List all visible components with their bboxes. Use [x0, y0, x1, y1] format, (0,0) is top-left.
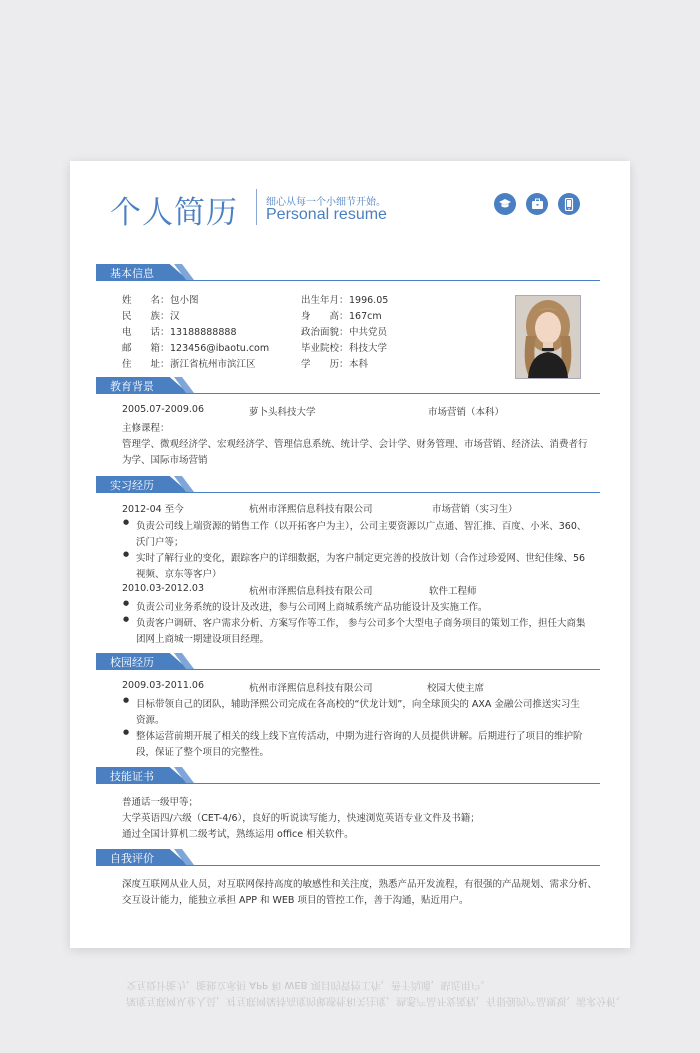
job-company: 杭州市泽熙信息科技有限公司 — [249, 586, 373, 597]
job-bullet: ● 负责客户调研、客户需求分析、方案写作等工作， 参与公司多个大型电子商务项目的策划工作，担任大商集 — [136, 615, 586, 629]
job-bullet-cont: 团网上商城一期建设项目经理。 — [136, 634, 270, 645]
section-campus — [96, 653, 600, 669]
section-title: 技能证书 — [110, 770, 154, 783]
edu-courses-line: 管理学、微观经济学、宏观经济学、管理信息系统、统计学、会计学、财务管理、市场营销、经济法、消费者行 — [122, 439, 588, 450]
edu-period: 2005.07-2009.06 — [122, 404, 204, 415]
campus-period: 2009.03-2011.06 — [122, 680, 204, 691]
basic-ethnicity: 民 族：汉 — [122, 311, 180, 322]
job-bullet-cont: 沃门户等； — [136, 537, 184, 548]
section-skills — [96, 767, 600, 783]
basic-school: 毕业院校：科技大学 — [301, 343, 388, 354]
title-cn: 个人简历 — [110, 195, 238, 231]
section-title: 基本信息 — [110, 267, 154, 280]
slogan: 细心从每一个小细节开始。 — [266, 197, 386, 208]
job-bullet: ● 负责公司业务系统的设计及改进，参与公司网上商城系统产品功能设计及实施工作。 — [136, 599, 488, 613]
campus-bullet: ● 目标带领自己的团队，辅助泽熙公司完成在各高校的“伏龙计划”，向全球顶尖的 AXA 金融公司推送实习生 — [136, 696, 580, 710]
section-title: 教育背景 — [110, 380, 154, 393]
edu-courses-label: 主修课程： — [122, 423, 170, 434]
basic-email: 邮 箱：123456@ibaotu.com — [122, 343, 270, 354]
campus-bullet-cont: 段，保证了整个项目的完整性。 — [136, 747, 270, 758]
avatar — [515, 295, 581, 379]
basic-name: 姓 名：包小图 — [122, 295, 199, 306]
section-self — [96, 849, 600, 865]
title-divider — [256, 189, 257, 225]
section-title: 自我评价 — [110, 852, 154, 865]
edu-major: 市场营销（本科） — [428, 407, 505, 418]
section-internship — [96, 476, 600, 492]
campus-bullet: ● 整体运营前期开展了相关的线上线下宣传活动，中期为进行咨询的人员提供讲解。后期进行了项目的维护阶 — [136, 728, 583, 742]
basic-degree: 学 历：本科 — [301, 359, 369, 370]
reflection-line: 深度互联网从业人员，对互联网保持高度的敏感性和关注度，熟悉产品开发流程，有很强的产品规划、需求分析、 — [126, 995, 626, 1006]
reflection-line: 交互设计能力，能独立承担 APP 和 WEB 项目的管控工作，善于沟通，贴近用户。 — [126, 979, 491, 990]
campus-role: 校园大使主席 — [427, 683, 485, 694]
edu-school: 萝卜头科技大学 — [249, 407, 316, 418]
campus-company: 杭州市泽熙信息科技有限公司 — [249, 683, 373, 694]
campus-bullet-cont: 资源。 — [136, 715, 165, 726]
self-eval-line: 深度互联网从业人员，对互联网保持高度的敏感性和关注度，熟悉产品开发流程，有很强的产品规划、需求分析、 — [122, 879, 598, 890]
self-eval-line: 交互设计能力，能独立承担 APP 和 WEB 项目的管控工作，善于沟通，贴近用户。 — [122, 895, 469, 906]
job-bullet: ● 实时了解行业的变化，跟踪客户的详细数据，为客户制定更完善的投放计划（合作过珍爱网、世纪佳缘、56 — [136, 550, 585, 564]
job-role: 市场营销（实习生） — [432, 504, 518, 515]
job-period: 2010.03-2012.03 — [122, 583, 204, 594]
edu-courses-line: 为学、国际市场营销 — [122, 455, 208, 466]
section-education — [96, 377, 600, 393]
section-title: 实习经历 — [110, 479, 154, 492]
phone-icon — [558, 193, 580, 215]
skill-item: 通过全国计算机二级考试，熟练运用 office 相关软件。 — [122, 829, 354, 840]
section-title: 校园经历 — [110, 656, 154, 669]
title-en: Personal resume — [266, 206, 387, 223]
job-bullet-cont: 视频、京东等客户） — [136, 569, 222, 580]
graduation-cap-icon — [494, 193, 516, 215]
skill-item: 大学英语四/六级（CET-4/6），良好的听说读写能力，快速浏览英语专业文件及书籍； — [122, 813, 480, 824]
briefcase-icon — [526, 193, 548, 215]
skill-item: 普通话一级甲等； — [122, 797, 199, 808]
basic-birth: 出生年月：1996.05 — [301, 295, 389, 306]
job-bullet: ● 负责公司线上端资源的销售工作（以开拓客户为主），公司主要资源以广点通、智汇推、百度、小米、360、 — [136, 518, 586, 532]
resume-paper — [70, 161, 630, 948]
basic-politics: 政治面貌：中共党员 — [301, 327, 388, 338]
basic-height: 身 高：167cm — [301, 311, 382, 322]
header-icons — [494, 193, 580, 215]
section-basic — [96, 264, 600, 280]
basic-phone: 电 话：13188888888 — [122, 327, 237, 338]
job-role: 软件工程师 — [429, 586, 477, 597]
job-period: 2012-04 至今 — [122, 504, 184, 515]
basic-address: 住 址：浙江省杭州市滨江区 — [122, 359, 256, 370]
job-company: 杭州市泽熙信息科技有限公司 — [249, 504, 373, 515]
paper-reflection — [70, 950, 630, 1053]
